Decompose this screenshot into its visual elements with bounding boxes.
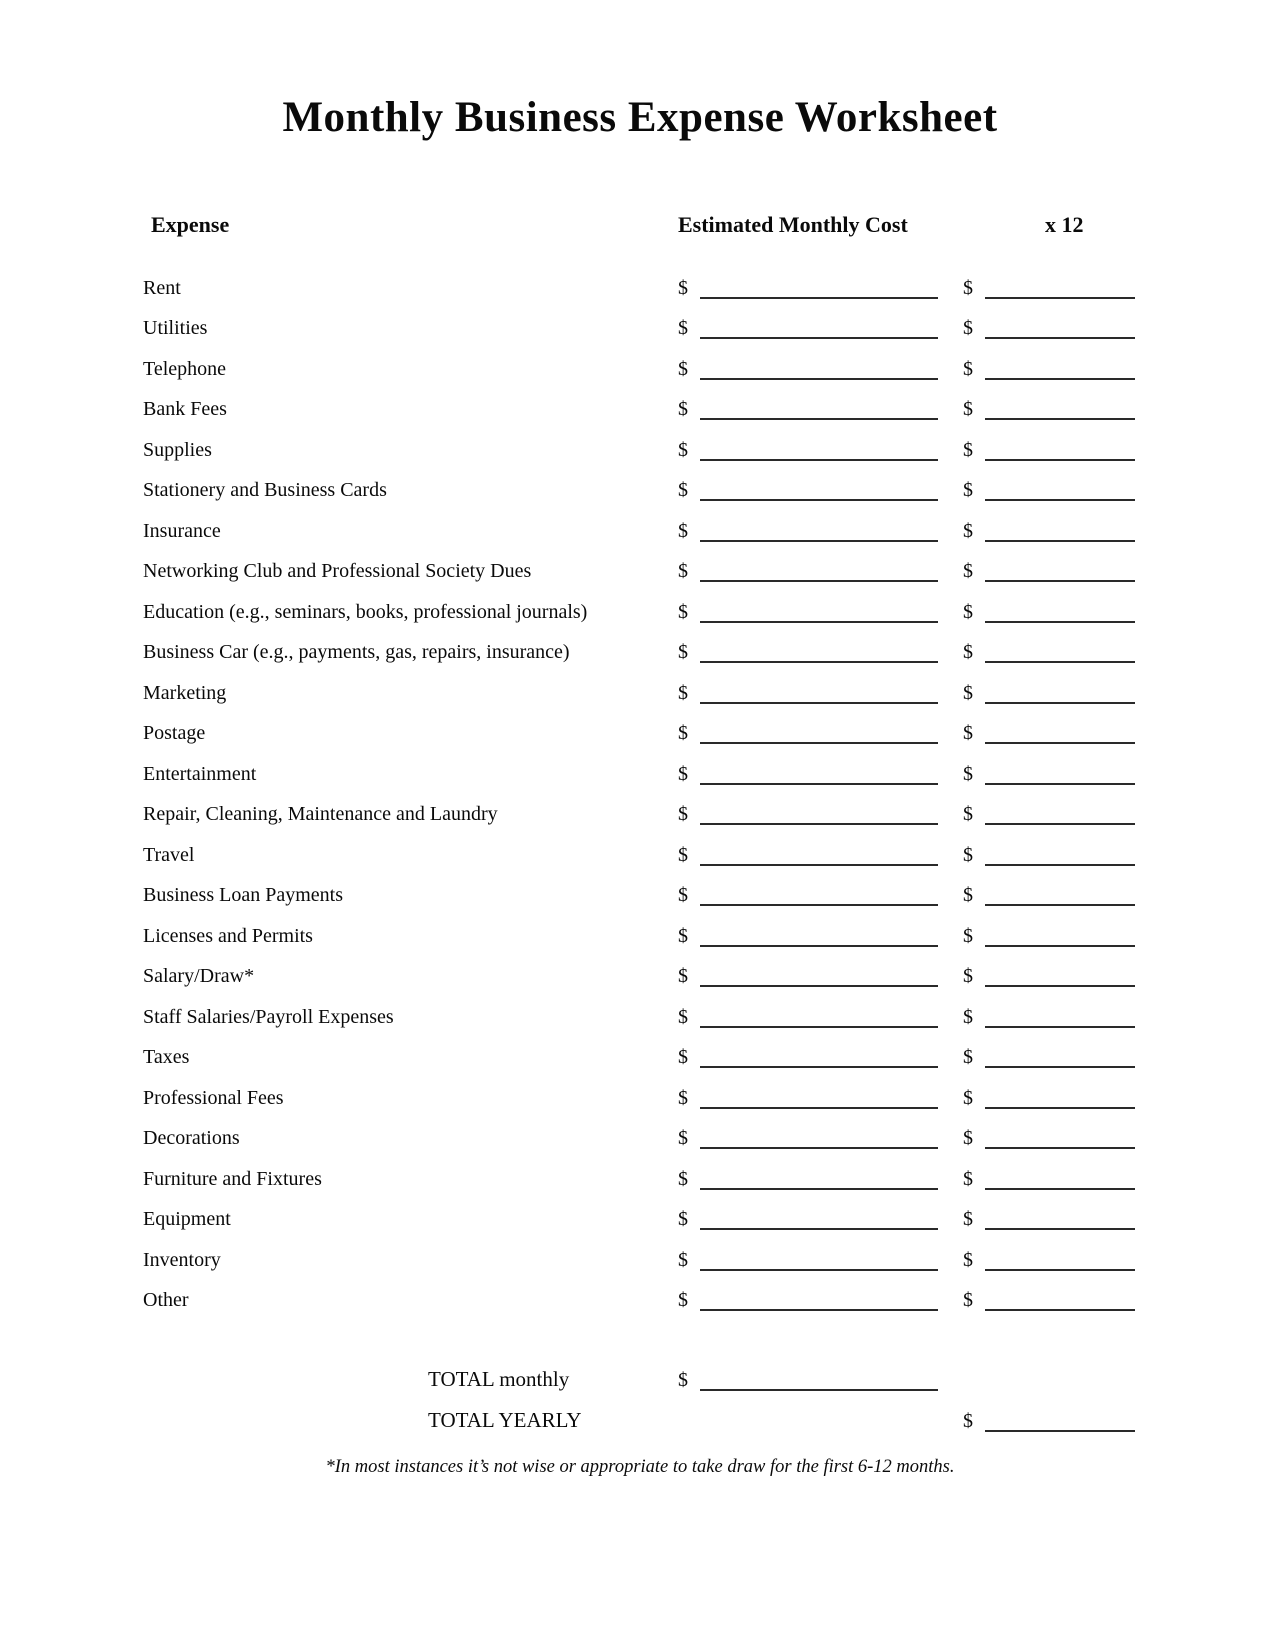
monthly-blank-line (700, 580, 938, 582)
yearly-blank-line (985, 580, 1135, 582)
expense-row (143, 794, 1137, 835)
monthly-cost-cell (678, 551, 963, 592)
monthly-cost-cell (678, 592, 963, 633)
dollar-sign: $ (678, 1005, 688, 1028)
dollar-sign: $ (678, 276, 688, 299)
yearly-cost-cell (963, 551, 1135, 592)
expense-row (143, 268, 1137, 309)
dollar-sign: $ (678, 398, 688, 421)
expense-row (143, 592, 1137, 633)
yearly-blank-line (985, 661, 1135, 663)
dollar-sign: $ (963, 357, 973, 380)
expense-row (143, 349, 1137, 390)
expense-label: Furniture and Fixtures (143, 1167, 322, 1190)
yearly-cost-cell (963, 389, 1135, 430)
monthly-blank-line (700, 823, 938, 825)
yearly-blank-line (985, 904, 1135, 906)
yearly-cost-cell (963, 713, 1135, 754)
dollar-sign: $ (678, 965, 688, 988)
expense-label: Networking Club and Professional Society Dues (143, 560, 532, 583)
monthly-cost-cell (678, 430, 963, 471)
yearly-blank-line (985, 1228, 1135, 1230)
dollar-sign: $ (963, 1289, 973, 1312)
dollar-sign: $ (678, 1368, 688, 1391)
yearly-blank-line (985, 1066, 1135, 1068)
yearly-cost-cell (963, 916, 1135, 957)
expense-label: Bank Fees (143, 398, 227, 421)
expense-row (143, 875, 1137, 916)
yearly-blank-line (985, 742, 1135, 744)
dollar-sign: $ (963, 1086, 973, 1109)
yearly-blank-line (985, 499, 1135, 501)
dollar-sign: $ (678, 1167, 688, 1190)
yearly-blank-line (985, 418, 1135, 420)
dollar-sign: $ (678, 479, 688, 502)
yearly-cost-cell (963, 1280, 1135, 1321)
dollar-sign: $ (963, 803, 973, 826)
yearly-blank-line (985, 297, 1135, 299)
page-title: Monthly Business Expense Worksheet (282, 94, 998, 141)
yearly-cost-cell (963, 794, 1135, 835)
monthly-cost-cell (678, 308, 963, 349)
expense-row (143, 632, 1137, 673)
dollar-sign: $ (963, 1127, 973, 1150)
dollar-sign: $ (678, 722, 688, 745)
monthly-cost-cell (678, 511, 963, 552)
expense-row (143, 1199, 1137, 1240)
monthly-blank-line (700, 540, 938, 542)
dollar-sign: $ (963, 1167, 973, 1190)
expense-label: Inventory (143, 1248, 221, 1271)
yearly-cost-cell (963, 592, 1135, 633)
dollar-sign: $ (963, 1005, 973, 1028)
yearly-blank-line (985, 1269, 1135, 1271)
monthly-blank-line (700, 1188, 938, 1190)
totals-section (143, 1359, 1137, 1441)
monthly-cost-cell (678, 1037, 963, 1078)
monthly-blank-line (700, 1309, 938, 1311)
yearly-blank-line (985, 459, 1135, 461)
dollar-sign: $ (678, 843, 688, 866)
dollar-sign: $ (963, 641, 973, 664)
dollar-sign: $ (963, 519, 973, 542)
monthly-cost-cell (678, 1118, 963, 1159)
dollar-sign: $ (963, 1046, 973, 1069)
expense-label: Stationery and Business Cards (143, 479, 387, 502)
dollar-sign: $ (963, 1409, 973, 1432)
yearly-cost-cell (963, 268, 1135, 309)
dollar-sign: $ (963, 843, 973, 866)
monthly-blank-line (700, 864, 938, 866)
expense-row (143, 430, 1137, 471)
yearly-cost-cell (963, 511, 1135, 552)
expense-label: Business Loan Payments (143, 884, 343, 907)
monthly-cost-cell (678, 997, 963, 1038)
dollar-sign: $ (678, 357, 688, 380)
yearly-cost-cell (963, 470, 1135, 511)
monthly-cost-cell (678, 389, 963, 430)
dollar-sign: $ (678, 317, 688, 340)
dollar-sign: $ (678, 1086, 688, 1109)
monthly-blank-line (700, 742, 938, 744)
expense-row (143, 389, 1137, 430)
yearly-cost-cell (963, 308, 1135, 349)
expense-row (143, 308, 1137, 349)
expense-label: Supplies (143, 438, 212, 461)
yearly-blank-line (985, 945, 1135, 947)
monthly-cost-cell (678, 349, 963, 390)
dollar-sign: $ (963, 276, 973, 299)
expense-label: Business Car (e.g., payments, gas, repairs, insurance) (143, 641, 570, 664)
monthly-blank-line (700, 499, 938, 501)
expense-label: Repair, Cleaning, Maintenance and Laundry (143, 803, 498, 826)
monthly-blank-line (700, 337, 938, 339)
expense-row (143, 1037, 1137, 1078)
monthly-cost-cell (678, 470, 963, 511)
dollar-sign: $ (963, 722, 973, 745)
yearly-cost-cell (963, 1199, 1135, 1240)
expense-row (143, 673, 1137, 714)
dollar-sign: $ (963, 1248, 973, 1271)
expense-rows (143, 268, 1137, 1321)
yearly-blank-line (985, 783, 1135, 785)
yearly-blank-line (985, 985, 1135, 987)
dollar-sign: $ (963, 317, 973, 340)
expense-row (143, 470, 1137, 511)
expense-label: Telephone (143, 357, 227, 380)
yearly-cost-cell (963, 1240, 1135, 1281)
header-x12: x 12 (1045, 211, 1084, 237)
monthly-cost-cell (678, 1280, 963, 1321)
expense-label: Travel (143, 843, 195, 866)
dollar-sign: $ (963, 479, 973, 502)
monthly-blank-line (700, 378, 938, 380)
dollar-sign: $ (963, 398, 973, 421)
dollar-sign: $ (963, 884, 973, 907)
total-monthly-blank-line (700, 1389, 938, 1391)
yearly-blank-line (985, 1147, 1135, 1149)
footnote: *In most instances it’s not wise or appropriate to take draw for the first 6-12 months. (325, 1456, 955, 1477)
yearly-blank-line (985, 1188, 1135, 1190)
expense-label: Equipment (143, 1208, 231, 1231)
yearly-blank-line (985, 337, 1135, 339)
monthly-cost-cell (678, 713, 963, 754)
yearly-cost-cell (963, 1159, 1135, 1200)
expense-label: Entertainment (143, 762, 257, 785)
monthly-blank-line (700, 621, 938, 623)
dollar-sign: $ (963, 924, 973, 947)
yearly-blank-line (985, 540, 1135, 542)
total-yearly-row (143, 1400, 1137, 1441)
monthly-blank-line (700, 1228, 938, 1230)
monthly-cost-cell (678, 1078, 963, 1119)
expense-label: Other (143, 1289, 189, 1312)
yearly-cost-cell (963, 875, 1135, 916)
monthly-cost-cell (678, 268, 963, 309)
yearly-cost-cell (963, 956, 1135, 997)
yearly-blank-line (985, 864, 1135, 866)
header-expense: Expense (151, 211, 230, 237)
monthly-cost-cell (678, 794, 963, 835)
monthly-blank-line (700, 661, 938, 663)
monthly-blank-line (700, 945, 938, 947)
yearly-cost-cell (963, 673, 1135, 714)
yearly-blank-line (985, 1026, 1135, 1028)
monthly-cost-cell (678, 875, 963, 916)
monthly-blank-line (700, 985, 938, 987)
monthly-cost-cell (678, 956, 963, 997)
dollar-sign: $ (678, 519, 688, 542)
expense-label: Utilities (143, 317, 208, 340)
monthly-blank-line (700, 459, 938, 461)
yearly-cost-cell (963, 835, 1135, 876)
expense-row (143, 916, 1137, 957)
yearly-cost-cell (963, 632, 1135, 673)
expense-row (143, 713, 1137, 754)
monthly-cost-cell (678, 835, 963, 876)
total-monthly-label: TOTAL monthly (428, 1366, 570, 1391)
expense-label: Licenses and Permits (143, 924, 313, 947)
total-yearly-cell (963, 1400, 1135, 1442)
dollar-sign: $ (678, 1046, 688, 1069)
expense-label: Taxes (143, 1046, 190, 1069)
dollar-sign: $ (963, 681, 973, 704)
expense-label: Salary/Draw* (143, 965, 255, 988)
dollar-sign: $ (678, 1208, 688, 1231)
expense-label: Postage (143, 722, 206, 745)
yearly-blank-line (985, 378, 1135, 380)
dollar-sign: $ (678, 803, 688, 826)
monthly-cost-cell (678, 632, 963, 673)
yearly-cost-cell (963, 1037, 1135, 1078)
yearly-blank-line (985, 1107, 1135, 1109)
expense-row (143, 551, 1137, 592)
dollar-sign: $ (963, 965, 973, 988)
dollar-sign: $ (963, 1208, 973, 1231)
yearly-cost-cell (963, 997, 1135, 1038)
dollar-sign: $ (963, 600, 973, 623)
monthly-blank-line (700, 1269, 938, 1271)
expense-label: Education (e.g., seminars, books, professional journals) (143, 600, 588, 623)
monthly-cost-cell (678, 1199, 963, 1240)
monthly-blank-line (700, 702, 938, 704)
yearly-cost-cell (963, 1078, 1135, 1119)
dollar-sign: $ (963, 560, 973, 583)
expense-label: Marketing (143, 681, 227, 704)
monthly-blank-line (700, 783, 938, 785)
expense-row (143, 1240, 1137, 1281)
header-estimated-monthly-cost: Estimated Monthly Cost (678, 211, 908, 237)
dollar-sign: $ (678, 924, 688, 947)
monthly-blank-line (700, 1107, 938, 1109)
monthly-blank-line (700, 297, 938, 299)
yearly-cost-cell (963, 349, 1135, 390)
yearly-cost-cell (963, 754, 1135, 795)
dollar-sign: $ (963, 762, 973, 785)
expense-row (143, 1159, 1137, 1200)
expense-label: Staff Salaries/Payroll Expenses (143, 1005, 394, 1028)
expense-row (143, 1280, 1137, 1321)
yearly-blank-line (985, 1309, 1135, 1311)
expense-label: Decorations (143, 1127, 240, 1150)
expense-label: Rent (143, 276, 181, 299)
expense-row (143, 956, 1137, 997)
expense-row (143, 511, 1137, 552)
monthly-blank-line (700, 904, 938, 906)
table-header (143, 204, 1137, 246)
yearly-blank-line (985, 702, 1135, 704)
monthly-cost-cell (678, 1240, 963, 1281)
expense-row (143, 754, 1137, 795)
dollar-sign: $ (678, 884, 688, 907)
monthly-cost-cell (678, 1159, 963, 1200)
dollar-sign: $ (678, 1127, 688, 1150)
monthly-cost-cell (678, 673, 963, 714)
total-monthly-cell (678, 1359, 963, 1401)
dollar-sign: $ (678, 762, 688, 785)
total-yearly-blank-line (985, 1430, 1135, 1432)
expense-row (143, 1118, 1137, 1159)
expense-label: Insurance (143, 519, 221, 542)
monthly-blank-line (700, 1026, 938, 1028)
expense-row (143, 997, 1137, 1038)
total-yearly-label: TOTAL YEARLY (428, 1407, 582, 1432)
monthly-blank-line (700, 418, 938, 420)
dollar-sign: $ (678, 438, 688, 461)
expense-label: Professional Fees (143, 1086, 284, 1109)
monthly-cost-cell (678, 916, 963, 957)
yearly-cost-cell (963, 430, 1135, 471)
dollar-sign: $ (678, 600, 688, 623)
dollar-sign: $ (678, 641, 688, 664)
yearly-cost-cell (963, 1118, 1135, 1159)
monthly-cost-cell (678, 754, 963, 795)
dollar-sign: $ (678, 1248, 688, 1271)
yearly-blank-line (985, 621, 1135, 623)
dollar-sign: $ (678, 560, 688, 583)
dollar-sign: $ (678, 681, 688, 704)
expense-row (143, 835, 1137, 876)
expense-row (143, 1078, 1137, 1119)
monthly-blank-line (700, 1066, 938, 1068)
monthly-blank-line (700, 1147, 938, 1149)
dollar-sign: $ (678, 1289, 688, 1312)
dollar-sign: $ (963, 438, 973, 461)
yearly-blank-line (985, 823, 1135, 825)
total-monthly-row (143, 1359, 1137, 1400)
